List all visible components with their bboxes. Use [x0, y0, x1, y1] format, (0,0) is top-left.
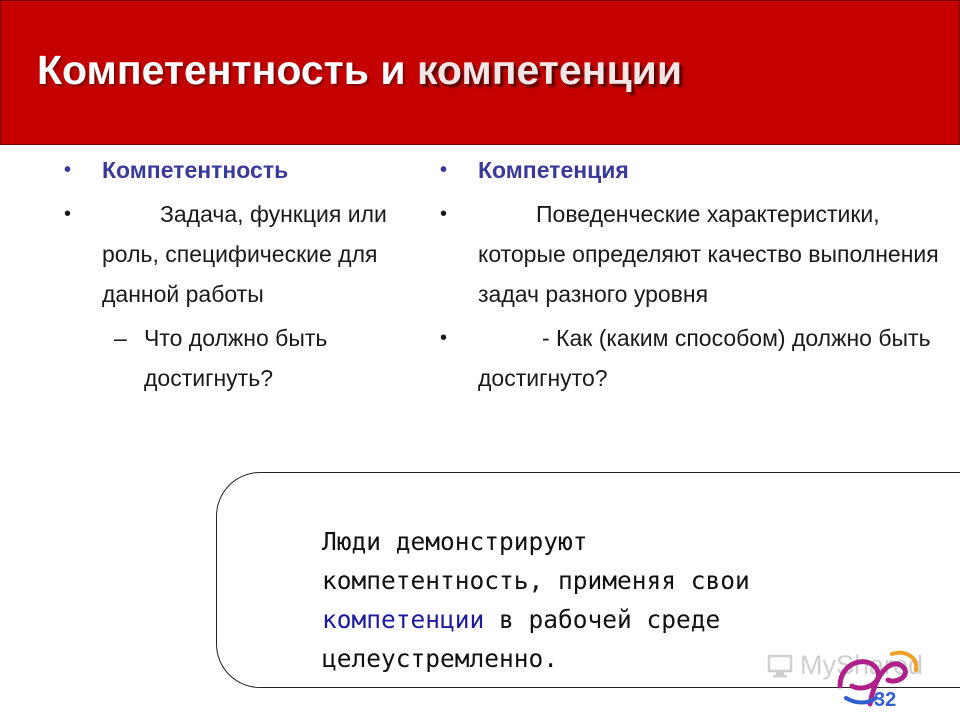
callout-line-3-rest: в рабочей среде	[484, 605, 721, 634]
right-question: - Как (каким способом) должно быть достигнуто?	[478, 325, 931, 391]
logo-number: 32	[874, 689, 897, 710]
right-question-item	[440, 318, 955, 398]
callout-highlight: компетенции	[322, 605, 485, 634]
right-definition-item	[440, 194, 955, 314]
left-sub-item	[64, 318, 434, 398]
slide-title-part2: компетенции	[416, 47, 683, 93]
callout-line-3	[322, 600, 882, 639]
right-heading-item	[440, 150, 955, 190]
callout-line-4: целеустремленно.	[322, 644, 559, 673]
right-heading: Компетенция	[478, 157, 629, 183]
bullet: •	[440, 203, 448, 225]
bullet: •	[440, 159, 448, 181]
left-column	[64, 150, 434, 398]
left-heading: Компетентность	[102, 157, 289, 183]
slide-title	[37, 47, 682, 94]
left-definition: Задача, функция или роль, специфические для данной работы	[102, 201, 387, 307]
callout-line-1: Люди демонстрируют	[322, 527, 588, 556]
watermark-text: MyShared	[800, 650, 924, 680]
title-banner	[0, 0, 960, 145]
bullet: •	[440, 327, 448, 349]
monitor-icon	[766, 651, 796, 681]
left-sub-text: Что должно быть достигнуть?	[144, 325, 328, 391]
right-column	[440, 150, 955, 398]
badge-logo	[832, 646, 922, 710]
slide-title-part1: Компетентность и	[37, 47, 417, 93]
left-heading-item	[64, 150, 434, 190]
bullet: •	[64, 159, 72, 181]
right-definition: Поведенческие характеристики, которые определяют качество выполнения задач разного уровня	[478, 201, 939, 307]
bullet: •	[64, 203, 72, 225]
callout-line-2: компетентность, применяя свои	[322, 566, 750, 595]
left-definition-item	[64, 194, 434, 314]
dash-marker: –	[114, 325, 127, 351]
